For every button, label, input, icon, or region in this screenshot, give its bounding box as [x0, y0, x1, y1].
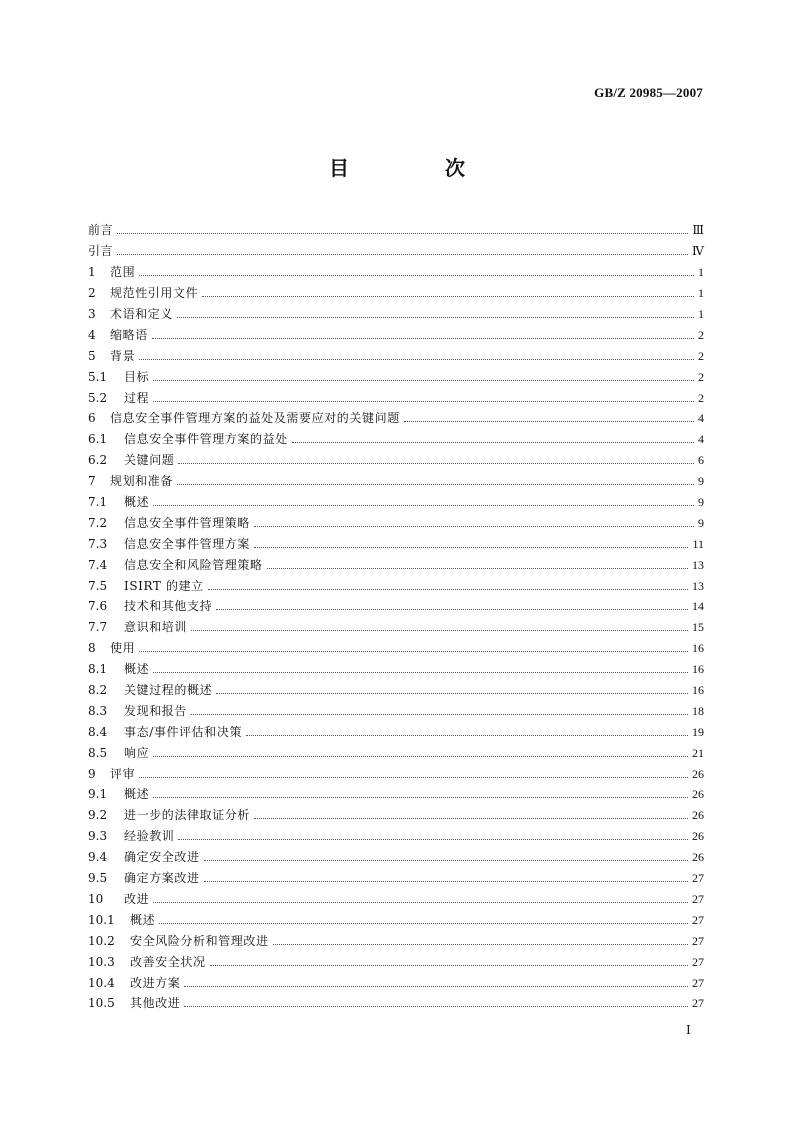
toc-entry-number: 4	[88, 327, 96, 342]
toc-entry-page: 2	[698, 369, 704, 384]
toc-entry-page: 27	[692, 891, 704, 906]
toc-entry-page: 13	[692, 557, 704, 572]
toc-entry-page: 4	[698, 432, 704, 447]
toc-entry-label: 安全风险分析和管理改进	[130, 933, 269, 948]
toc-entry-page: 26	[692, 829, 704, 844]
toc-entry-label: 发现和报告	[124, 703, 188, 718]
toc-entry-label: 事态/事件评估和决策	[124, 724, 243, 739]
dot-leader	[254, 546, 688, 548]
dot-leader	[177, 483, 694, 485]
toc-entry-label: 关键问题	[124, 453, 175, 468]
toc-entry-page: Ⅲ	[692, 223, 704, 238]
toc-entry-number: 9.4	[88, 850, 108, 865]
dot-leader	[152, 337, 694, 339]
toc-entry-number: 8	[88, 641, 96, 656]
toc-entry-label: 经验教训	[124, 829, 175, 844]
toc-entry[interactable]	[88, 387, 704, 408]
dot-leader	[153, 901, 688, 903]
toc-entry-number: 6	[88, 411, 96, 426]
toc-entry-number: 7.3	[88, 536, 108, 551]
dot-leader	[139, 358, 694, 360]
toc-entry[interactable]	[88, 596, 704, 617]
toc-entry-label: 概述	[130, 912, 156, 927]
toc-entry[interactable]	[88, 408, 704, 429]
toc-entry[interactable]	[88, 366, 704, 387]
toc-entry[interactable]	[88, 241, 704, 262]
toc-entry[interactable]	[88, 512, 704, 533]
toc-entry-number: 10.5	[88, 996, 115, 1011]
toc-entry[interactable]	[88, 847, 704, 868]
toc-entry-label: 进一步的法律取证分析	[124, 808, 251, 823]
toc-entry-page: 26	[692, 766, 704, 781]
toc-entry-label: 信息安全事件管理方案的益处	[124, 432, 288, 447]
toc-entry[interactable]	[88, 283, 704, 304]
toc-entry-label: 规范性引用文件	[110, 286, 199, 301]
toc-entry-label: 概述	[124, 662, 150, 677]
dot-leader	[139, 776, 688, 778]
toc-entry-number: 8.1	[88, 662, 108, 677]
toc-entry-label: 范围	[110, 265, 136, 280]
table-of-contents	[88, 220, 704, 1014]
dot-leader	[153, 504, 694, 506]
dot-leader	[254, 525, 694, 527]
toc-entry-number: 2	[88, 286, 96, 301]
toc-entry-page: 27	[692, 933, 704, 948]
toc-entry-page: 9	[698, 474, 704, 489]
toc-entry-label: 术语和定义	[110, 307, 174, 321]
toc-entry-label: 关键过程的概述	[124, 683, 213, 698]
toc-entry-number: 9.5	[88, 871, 108, 886]
toc-entry-number: 8.5	[88, 745, 108, 760]
toc-entry-label: 改进	[124, 891, 150, 906]
toc-entry[interactable]	[88, 805, 704, 826]
toc-entry-label: 引言	[88, 244, 114, 259]
toc-entry-number: 7.1	[88, 495, 108, 510]
dot-leader	[204, 859, 688, 861]
toc-entry-page: 1	[698, 307, 704, 321]
toc-entry-label: 确定方案改进	[124, 871, 200, 886]
dot-leader	[273, 943, 688, 945]
toc-entry-page: 27	[692, 954, 704, 969]
dot-leader	[204, 880, 688, 882]
toc-entry-label: 背景	[110, 348, 136, 363]
toc-entry-number: 7.6	[88, 599, 108, 614]
toc-entry-page: 27	[692, 996, 704, 1011]
toc-entry[interactable]	[88, 763, 704, 784]
dot-leader	[191, 713, 688, 715]
toc-entry-page: 1	[698, 286, 704, 301]
dot-leader	[184, 1005, 688, 1007]
dot-leader	[292, 441, 694, 443]
toc-entry-number: 8.2	[88, 683, 108, 698]
toc-entry-number: 7	[88, 474, 96, 489]
toc-entry[interactable]	[88, 930, 704, 951]
toc-entry[interactable]	[88, 993, 704, 1014]
toc-entry-page: 16	[692, 683, 704, 698]
toc-entry-label: 改善安全状况	[130, 954, 206, 969]
toc-entry-label: 响应	[124, 745, 150, 760]
toc-entry-label: 信息安全事件管理方案	[124, 536, 251, 551]
toc-entry-label: ISIRT 的建立	[124, 578, 204, 593]
toc-entry-number: 10	[88, 891, 104, 906]
toc-entry-page: 26	[692, 787, 704, 802]
toc-entry-number: 1	[88, 265, 96, 280]
toc-entry-page: 27	[692, 912, 704, 927]
dot-leader	[153, 671, 688, 673]
dot-leader	[216, 692, 688, 694]
toc-entry-label: 意识和培训	[124, 620, 188, 635]
dot-leader	[159, 922, 688, 924]
dot-leader	[202, 295, 694, 297]
toc-entry-number: 9.2	[88, 808, 108, 823]
dot-leader	[153, 379, 694, 381]
toc-entry[interactable]	[88, 868, 704, 889]
toc-entry-number: 7.5	[88, 578, 108, 593]
toc-entry[interactable]	[88, 784, 704, 805]
toc-entry-page: 2	[698, 327, 704, 342]
toc-entry-label: 使用	[110, 641, 136, 656]
toc-entry-page: 26	[692, 808, 704, 823]
toc-entry-page: 1	[698, 265, 704, 280]
toc-entry[interactable]	[88, 324, 704, 345]
toc-entry-label: 信息安全和风险管理策略	[124, 557, 263, 572]
toc-entry[interactable]	[88, 575, 704, 596]
dot-leader	[191, 629, 688, 631]
toc-entry-label: 信息安全事件管理策略	[124, 515, 251, 530]
dot-leader	[153, 400, 694, 402]
toc-entry-label: 评审	[110, 766, 136, 781]
toc-entry-label: 技术和其他支持	[124, 599, 213, 614]
toc-entry-page: 19	[692, 724, 704, 739]
toc-entry-number: 10.1	[88, 912, 115, 927]
toc-entry[interactable]	[88, 721, 704, 742]
toc-entry-number: 5	[88, 348, 96, 363]
toc-entry[interactable]	[88, 429, 704, 450]
dot-leader	[404, 420, 694, 422]
toc-title: 目 次	[329, 156, 503, 180]
toc-entry-number: 6.2	[88, 453, 108, 468]
toc-entry-number: 3	[88, 307, 96, 321]
toc-entry[interactable]	[88, 659, 704, 680]
dot-leader	[178, 838, 688, 840]
toc-entry-label: 其他改进	[130, 996, 181, 1011]
toc-entry-page: 13	[692, 578, 704, 593]
toc-entry-number: 7.2	[88, 515, 108, 530]
toc-entry-page: 4	[698, 411, 704, 426]
toc-entry[interactable]	[88, 700, 704, 721]
toc-entry-label: 改进方案	[130, 975, 181, 990]
toc-entry-page: 21	[692, 745, 704, 760]
toc-entry-label: 缩略语	[110, 327, 148, 342]
toc-entry-page: 27	[692, 871, 704, 886]
toc-entry-number: 7.7	[88, 620, 108, 635]
dot-leader	[254, 817, 688, 819]
toc-entry-number: 9.1	[88, 787, 108, 802]
toc-entry-label: 目标	[124, 369, 150, 384]
toc-entry-label: 确定安全改进	[124, 850, 200, 865]
toc-entry[interactable]	[88, 220, 704, 241]
dot-leader	[184, 985, 688, 987]
toc-entry-number: 9	[88, 766, 96, 781]
toc-entry-page: 15	[692, 620, 704, 635]
toc-entry-label: 前言	[88, 223, 114, 238]
dot-leader	[177, 316, 694, 318]
dot-leader	[117, 232, 688, 234]
toc-entry[interactable]	[88, 492, 704, 513]
toc-entry[interactable]	[88, 450, 704, 471]
toc-entry[interactable]	[88, 638, 704, 659]
dot-leader	[153, 796, 688, 798]
toc-entry[interactable]	[88, 554, 704, 575]
toc-entry-page: 27	[692, 975, 704, 990]
dot-leader	[208, 588, 688, 590]
toc-entry-page: 2	[698, 390, 704, 405]
dot-leader	[246, 734, 688, 736]
toc-entry[interactable]	[88, 972, 704, 993]
toc-entry[interactable]	[88, 951, 704, 972]
toc-entry-number: 9.3	[88, 829, 108, 844]
toc-entry[interactable]	[88, 471, 704, 492]
toc-entry-label: 信息安全事件管理方案的益处及需要应对的关键问题	[110, 411, 400, 426]
dot-leader	[117, 253, 688, 255]
toc-entry-label: 概述	[124, 787, 150, 802]
toc-entry-number: 10.4	[88, 975, 115, 990]
toc-entry[interactable]	[88, 889, 704, 910]
toc-entry-page: 6	[698, 453, 704, 468]
toc-entry[interactable]	[88, 533, 704, 554]
toc-entry-page: 26	[692, 850, 704, 865]
toc-entry-number: 5.1	[88, 369, 108, 384]
toc-entry-label: 概述	[124, 495, 150, 510]
toc-entry-page: 16	[692, 662, 704, 677]
toc-entry[interactable]	[88, 742, 704, 763]
toc-entry[interactable]	[88, 909, 704, 930]
dot-leader	[139, 274, 694, 276]
toc-entry-page: 9	[698, 515, 704, 530]
dot-leader	[216, 608, 688, 610]
toc-entry-page: 11	[692, 536, 704, 551]
toc-entry-label: 过程	[124, 390, 150, 405]
toc-entry-page: 16	[692, 641, 704, 656]
toc-entry-page: 14	[692, 599, 704, 614]
toc-entry[interactable]	[88, 345, 704, 366]
toc-entry-number: 5.2	[88, 390, 108, 405]
toc-entry-page: 2	[698, 348, 704, 363]
toc-entry-number: 8.3	[88, 703, 108, 718]
standard-code: GB/Z 20985—2007	[594, 85, 703, 100]
toc-entry[interactable]	[88, 617, 704, 638]
toc-entry[interactable]	[88, 262, 704, 283]
dot-leader	[139, 650, 688, 652]
toc-entry[interactable]	[88, 826, 704, 847]
toc-entry-number: 10.3	[88, 954, 115, 969]
toc-entry[interactable]	[88, 304, 704, 325]
toc-entry-number: 6.1	[88, 432, 108, 447]
toc-entry-page: 9	[698, 495, 704, 510]
toc-entry-number: 10.2	[88, 933, 115, 948]
dot-leader	[178, 462, 694, 464]
toc-entry-label: 规划和准备	[110, 474, 174, 489]
page-number: Ⅰ	[686, 1023, 691, 1037]
toc-entry-page: Ⅳ	[692, 244, 704, 259]
toc-entry-number: 7.4	[88, 557, 108, 572]
toc-entry[interactable]	[88, 680, 704, 701]
toc-entry-number: 8.4	[88, 724, 108, 739]
dot-leader	[153, 755, 688, 757]
dot-leader	[267, 567, 688, 569]
dot-leader	[210, 964, 688, 966]
toc-entry-page: 18	[692, 703, 704, 718]
